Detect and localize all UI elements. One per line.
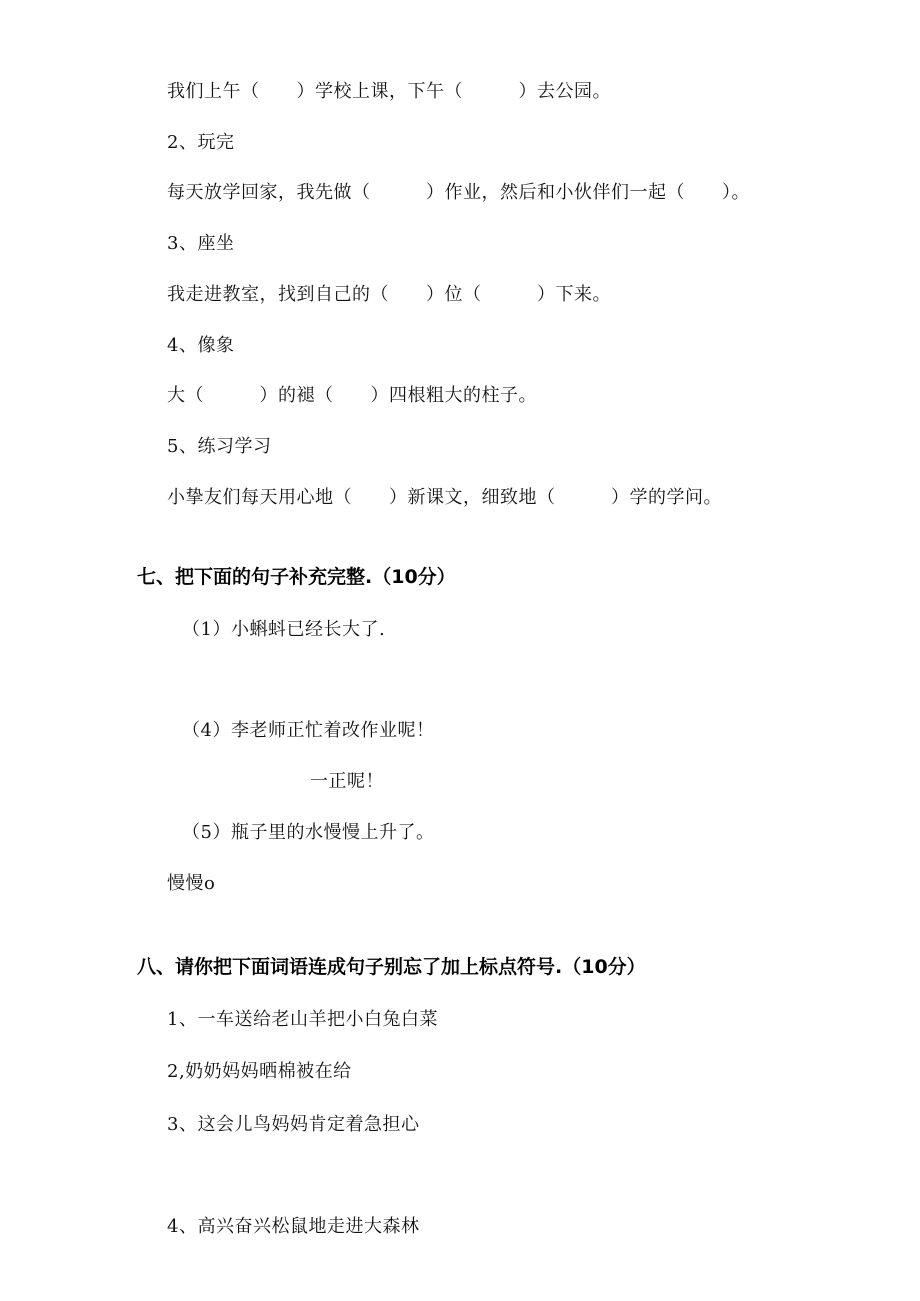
section-7-item-4-answer: 一正呢！: [310, 771, 384, 792]
section-7-heading: 七、把下面的句子补充完整.（10分）: [137, 566, 456, 588]
section-8-item-3: 3、这会儿鸟妈妈肯定着急担心: [167, 1114, 420, 1135]
section-8-heading: 八、请你把下面词语连成句子别忘了加上标点符号.（10分）: [137, 956, 646, 978]
section-7-item-1: （1）小蝌蚪已经长大了.: [182, 619, 386, 640]
sentence-2: 每天放学回家，我先做（ ）作业，然后和小伙伴们一起（ ）。: [167, 182, 750, 203]
section-7-item-4: （4）李老师正忙着改作业呢！: [182, 720, 435, 741]
section-7-item-5: （5）瓶子里的水慢慢上升了。: [182, 822, 435, 843]
question-3-label: 3、座坐: [167, 233, 235, 254]
sentence-3: 我走进教室，找到自己的（ ）位（ ）下来。: [167, 284, 611, 305]
question-4-label: 4、像象: [167, 335, 235, 356]
section-8-item-1: 1、一车送给老山羊把小白兔白菜: [167, 1009, 438, 1030]
sentence-5: 小挚友们每天用心地（ ）新课文，细致地（ ）学的学问。: [167, 487, 722, 508]
question-2-label: 2、玩完: [167, 132, 235, 153]
sentence-4: 大（ ）的褪（ ）四根粗大的柱子。: [167, 385, 537, 406]
sentence-1: 我们上午（ ）学校上课，下午（ ）去公园。: [167, 81, 611, 102]
section-8-item-2: 2,奶奶妈妈晒棉被在给: [167, 1061, 352, 1082]
question-5-label: 5、练习学习: [167, 436, 272, 457]
section-8-item-4: 4、高兴奋兴松鼠地走进大森林: [167, 1216, 420, 1237]
section-7-item-5-answer: 慢慢o: [167, 873, 216, 894]
